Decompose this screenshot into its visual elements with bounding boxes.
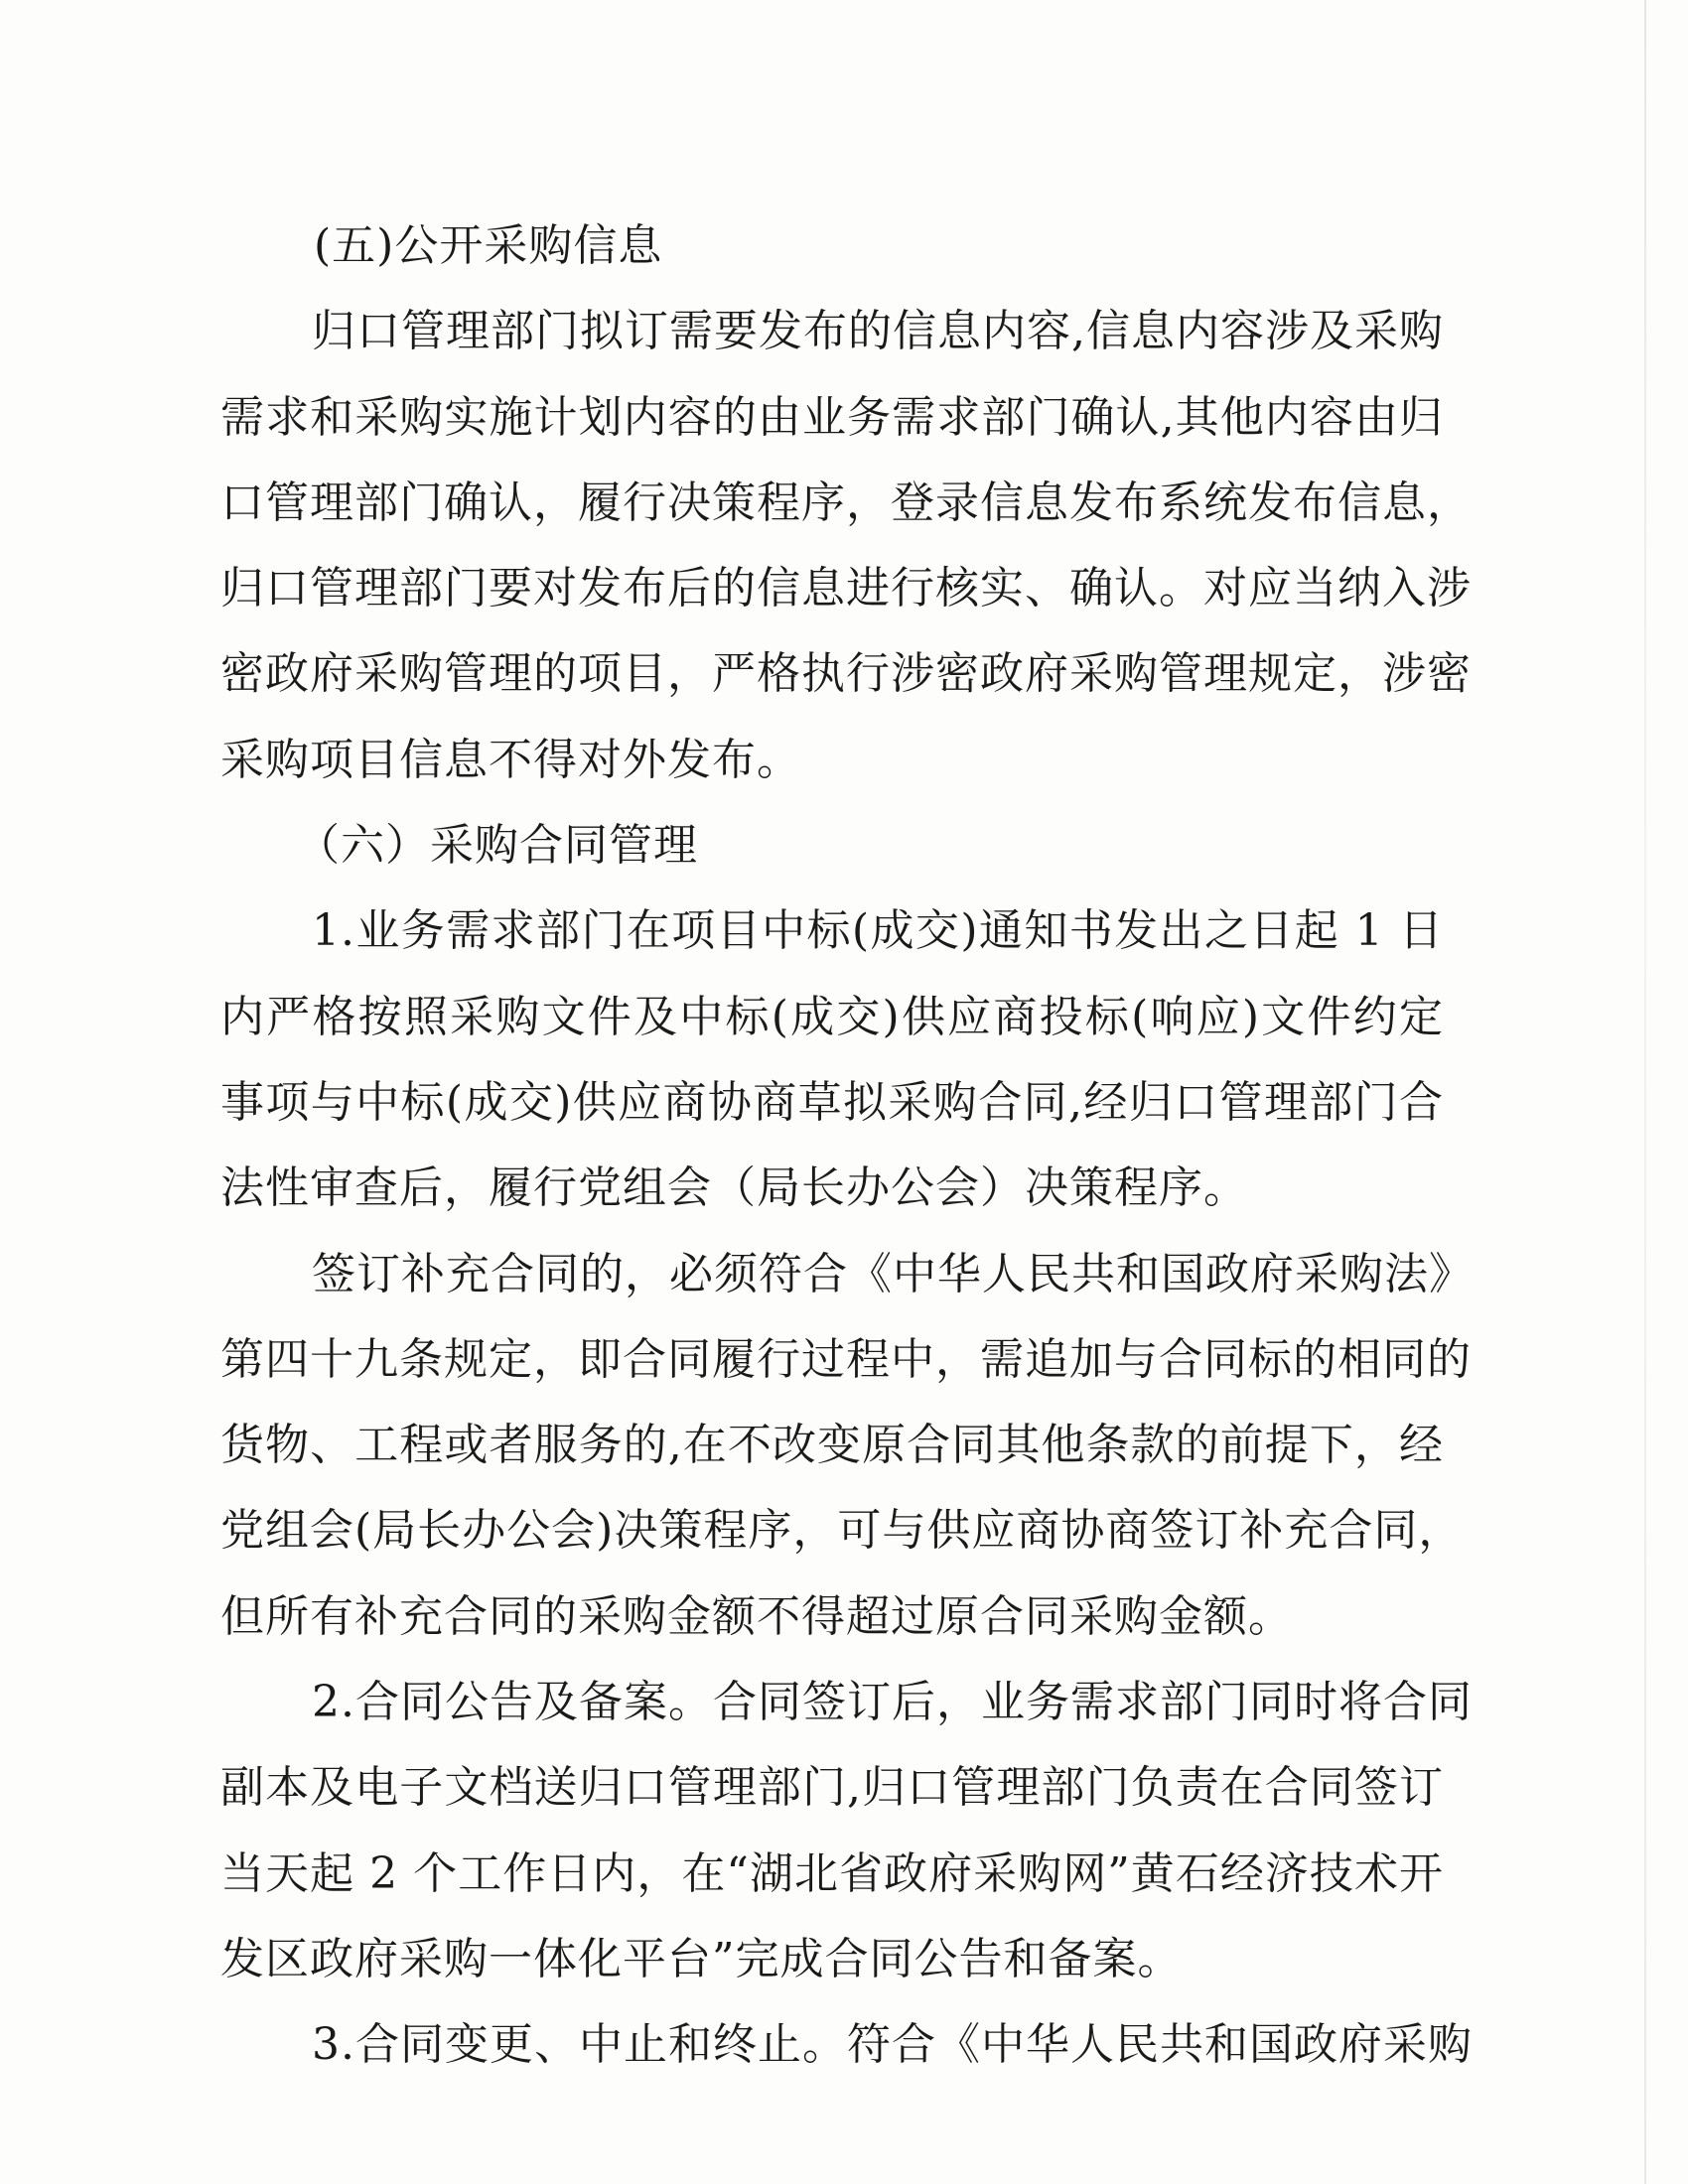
paragraph-line: 1.业务需求部门在项目中标(成交)通知书发出之日起 1 日 (312, 905, 1444, 957)
paragraph-line: 归口管理部门拟订需要发布的信息内容,信息内容涉及采购 (312, 306, 1444, 357)
section-heading-five: (五)公开采购信息 (314, 220, 663, 271)
paragraph-line: 内严格按照采购文件及中标(成交)供应商投标(响应)文件约定 (220, 991, 1444, 1042)
paragraph-line: 密政府采购管理的项目，严格执行涉密政府采购管理规定，涉密 (220, 648, 1472, 700)
paragraph-line: 副本及电子文档送归口管理部门,归口管理部门负责在合同签订 (220, 1762, 1444, 1814)
paragraph-line: 当天起 2 个工作日内，在“湖北省政府采购网”黄石经济技术开 (220, 1847, 1444, 1899)
paragraph-line: 第四十九条规定，即合同履行过程中，需追加与合同标的相同的 (220, 1333, 1472, 1385)
paragraph-line: 事项与中标(成交)供应商协商草拟采购合同,经归口管理部门合 (220, 1076, 1444, 1128)
scan-edge-line (1644, 0, 1646, 2184)
paragraph-line: 货物、工程或者服务的,在不改变原合同其他条款的前提下，经 (220, 1420, 1444, 1471)
paragraph-line: 签订补充合同的，必须符合《中华人民共和国政府采购法》 (312, 1248, 1474, 1299)
section-heading-six: （六）采购合同管理 (296, 820, 698, 872)
paragraph-line: 2.合同公告及备案。合同签订后，业务需求部门同时将合同 (312, 1677, 1473, 1728)
paragraph-line: 采购项目信息不得对外发布。 (220, 734, 801, 785)
paragraph-line: 发区政府采购一体化平台”完成合同公告和备案。 (220, 1933, 1183, 1984)
paragraph-line: 口管理部门确认，履行决策程序，登录信息发布系统发布信息， (220, 477, 1472, 528)
paragraph-line: 3.合同变更、中止和终止。符合《中华人民共和国政府采购 (312, 2019, 1473, 2071)
paragraph-line: 归口管理部门要对发布后的信息进行核实、确认。对应当纳入涉 (220, 563, 1472, 614)
paragraph-line: 需求和采购实施计划内容的由业务需求部门确认,其他内容由归 (220, 391, 1444, 443)
paragraph-line: 党组会(局长办公会)决策程序，可与供应商协商签订补充合同， (220, 1505, 1464, 1557)
document-body (220, 204, 1474, 2089)
paragraph-line: 但所有补充合同的采购金额不得超过原合同采购金额。 (220, 1590, 1293, 1642)
paragraph-line: 法性审查后，履行党组会（局长办公会）决策程序。 (220, 1162, 1248, 1214)
